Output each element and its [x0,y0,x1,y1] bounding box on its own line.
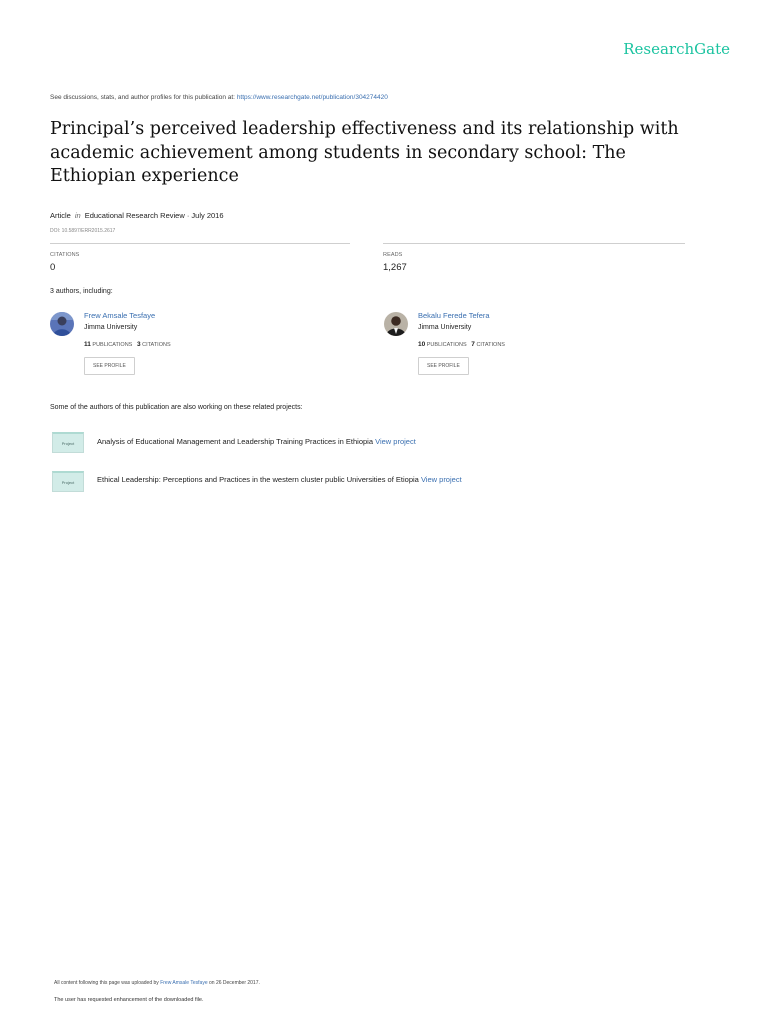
author-name-link[interactable]: Frew Amsale Tesfaye [84,311,156,320]
author-stats [418,341,505,348]
researchgate-logo[interactable]: ResearchGate [623,40,730,58]
see-profile-button[interactable]: SEE PROFILE [418,357,469,375]
project-title: Ethical Leadership: Perceptions and Practices in the western cluster public Universities of Etiopia [97,475,419,484]
project-icon: Project [52,432,84,453]
author-institution: Jimma University [418,324,472,331]
publication-title: Principal’s perceived leadership effectiveness and its relationship with academic achievement among students in secondary school: The Ethiopian experience [50,119,679,186]
publication-type: Article [50,211,71,220]
doi: DOI: 10.5897/ERR2015.2617 [50,228,116,234]
upload-note [54,980,260,986]
see-profile-button[interactable]: SEE PROFILE [84,357,135,375]
project-item [97,437,416,446]
author-citations-label: CITATIONS [476,342,505,348]
author-name-link[interactable]: Bekalu Ferede Tefera [418,311,490,320]
project-title: Analysis of Educational Management and Leadership Training Practices in Ethiopia [97,437,373,446]
discussion-prefix: See discussions, stats, and author profiles for this publication at: [50,94,235,101]
project-item [97,475,462,484]
view-project-link[interactable]: View project [420,475,462,484]
projects-heading: Some of the authors of this publication are also working on these related projects: [50,404,303,411]
divider-left [50,243,350,244]
view-project-link[interactable]: View project [375,437,416,446]
authors-heading: 3 authors, including: [50,288,113,295]
avatar[interactable] [50,312,74,336]
author-institution: Jimma University [84,324,138,331]
author-citations-count: 7 [471,341,475,348]
upload-prefix: All content following this page was uploaded by [54,980,159,986]
author-photo-icon [50,312,74,336]
publication-meta [50,211,224,220]
meta-in: in [74,211,81,220]
author-photo-icon [384,312,408,336]
project-icon: Project [52,471,84,492]
author-citations-label: CITATIONS [142,342,171,348]
citations-value: 0 [50,262,56,273]
upload-suffix: on 26 December 2017. [209,980,260,986]
citations-label: CITATIONS [50,252,80,258]
reads-label: READS [383,252,403,258]
author-publications-count: 11 [84,341,91,348]
author-publications-label: PUBLICATIONS [426,342,467,348]
divider-right [383,243,685,244]
journal-date: Educational Research Review · July 2016 [84,211,224,220]
discussion-line [50,94,388,101]
author-publications-label: PUBLICATIONS [92,342,133,348]
author-citations-count: 3 [136,341,141,348]
author-stats [84,341,171,348]
publication-url-link[interactable]: https://www.researchgate.net/publication/304274420 [236,94,388,101]
author-publications-count: 10 [418,341,426,348]
avatar[interactable] [384,312,408,336]
enhancement-note: The user has requested enhancement of the downloaded file. [54,997,204,1003]
uploader-link[interactable]: Frew Amsale Tesfaye [160,980,208,986]
reads-value: 1,267 [383,262,407,273]
